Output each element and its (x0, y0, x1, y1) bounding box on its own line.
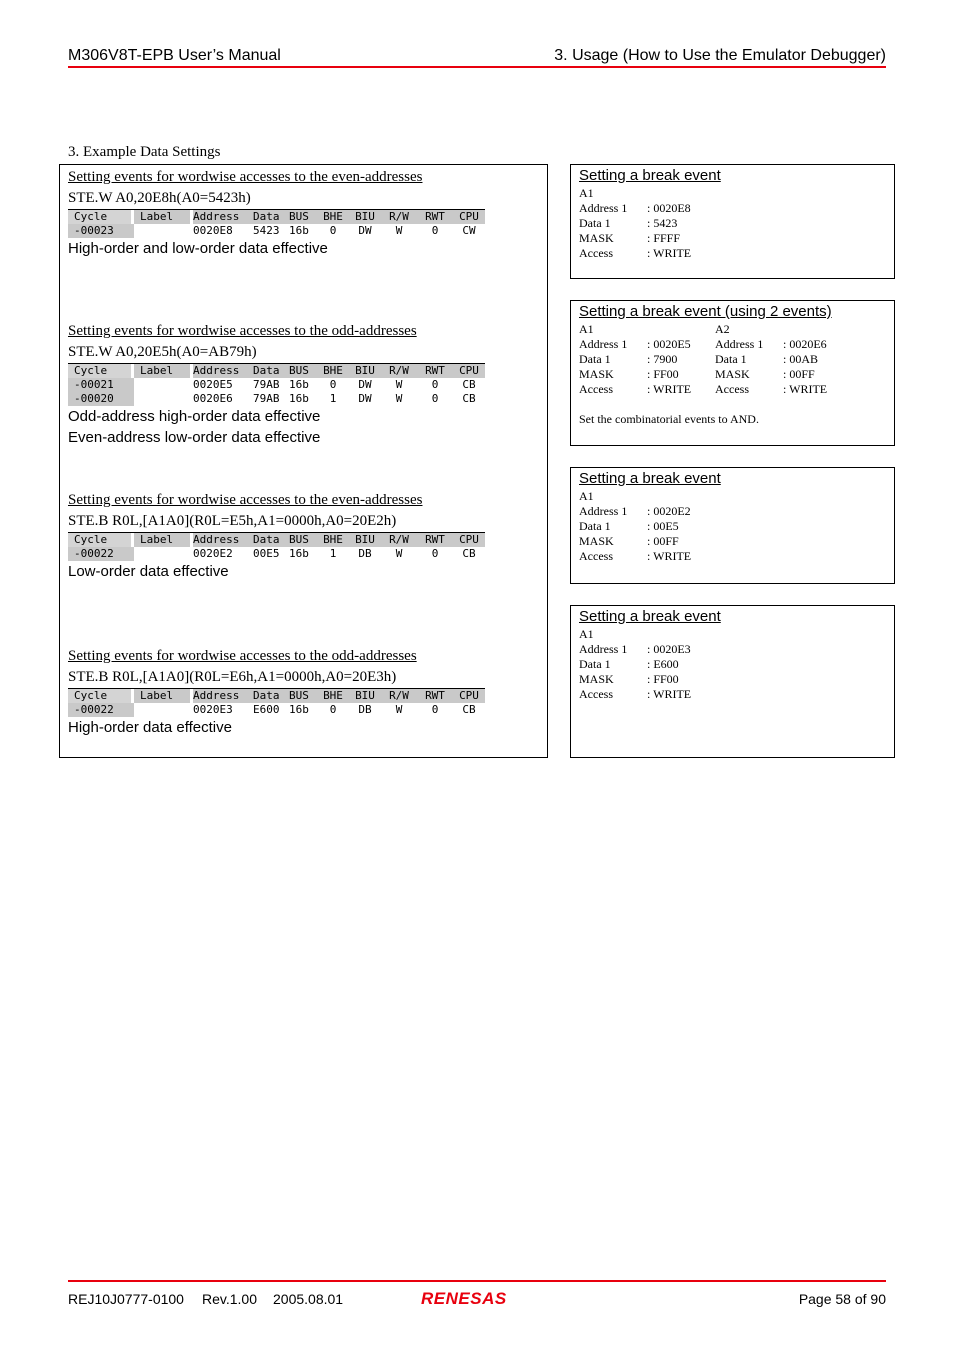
field-label: Access (579, 246, 613, 260)
field-label: Access (579, 549, 613, 563)
break-box-title: Setting a break event (579, 470, 721, 487)
trace-header-cell: Label (134, 533, 193, 547)
event-name: A1 (579, 489, 594, 503)
event-name: A2 (715, 322, 730, 336)
trace-cell-bus: 16b (289, 378, 309, 391)
trace-header-row (68, 533, 485, 547)
event-name: A1 (579, 322, 594, 336)
trace-header-cell: RWT (425, 364, 445, 377)
trace-header-cell: Address (193, 210, 240, 223)
example-note: Odd-address high-order data effective (68, 408, 321, 425)
event-field-row (579, 534, 715, 549)
field-label: Access (715, 382, 749, 396)
example-title: Setting events for wordwise accesses to the even-addresses (68, 492, 423, 508)
trace-cell-bhe: 0 (329, 378, 337, 391)
trace-cell-biu: DW (358, 224, 372, 237)
event-field-row (579, 246, 715, 261)
example-block (68, 167, 485, 259)
trace-cell-cpu: CW (462, 224, 476, 237)
event-field-row (579, 657, 715, 672)
event-name: A1 (579, 627, 594, 641)
header-chapter-title: 3. Usage (How to Use the Emulator Debugger) (554, 47, 886, 64)
trace-header-cell: Cycle (68, 533, 134, 547)
trace-cell-cycle: -00020 (68, 392, 134, 406)
field-label: Address 1 (579, 504, 628, 518)
trace-row (68, 392, 485, 406)
trace-header-cell: Address (193, 533, 240, 546)
trace-table (68, 209, 485, 238)
trace-row (68, 703, 485, 717)
trace-header-cell: RWT (425, 533, 445, 546)
break-event-box (570, 467, 895, 584)
trace-cell-data: 79AB (253, 378, 280, 391)
trace-row (68, 224, 485, 238)
trace-header-cell: Cycle (68, 689, 134, 703)
break-box-body (579, 489, 715, 564)
trace-header-cell: RWT (425, 689, 445, 702)
trace-header-cell: Data (253, 210, 280, 223)
field-label: MASK (579, 367, 614, 381)
field-value: : 0020E8 (647, 201, 691, 215)
break-box-title: Setting a break event (579, 167, 721, 184)
field-label: MASK (715, 367, 750, 381)
trace-cell-cycle: -00022 (68, 547, 134, 561)
field-label: Address 1 (715, 337, 764, 351)
event-name-row (579, 489, 715, 504)
trace-cell-rwt: 0 (431, 392, 439, 405)
field-value: : FF00 (647, 367, 679, 381)
field-label: Address 1 (579, 201, 628, 215)
examples-panel (59, 164, 548, 758)
trace-header-cell: BHE (323, 533, 343, 546)
trace-header-cell: Address (193, 364, 240, 377)
field-value: : E600 (647, 657, 679, 671)
event-name: A1 (579, 186, 594, 200)
field-value: : 0020E3 (647, 642, 691, 656)
event-name-row (579, 186, 715, 201)
trace-header-cell: BIU (355, 533, 375, 546)
trace-header-cell: Data (253, 533, 280, 546)
field-value: : WRITE (647, 382, 692, 396)
trace-cell-rwt: 0 (431, 547, 439, 560)
field-value: : WRITE (647, 246, 692, 260)
trace-header-row (68, 689, 485, 703)
trace-table (68, 532, 485, 561)
trace-cell-label (134, 392, 193, 406)
trace-header-cell: BUS (289, 689, 309, 702)
renesas-logo (421, 1288, 533, 1313)
trace-cell-bhe: 1 (329, 392, 337, 405)
trace-cell-rwt: 0 (431, 224, 439, 237)
field-label: MASK (579, 672, 614, 686)
trace-header-cell: BUS (289, 533, 309, 546)
trace-header-cell: RWT (425, 210, 445, 223)
trace-cell-bus: 16b (289, 392, 309, 405)
field-value: : WRITE (783, 382, 828, 396)
break-event-box (570, 300, 895, 446)
event-field-row (579, 231, 715, 246)
footer-rule (68, 1280, 886, 1282)
break-event-box (570, 164, 895, 279)
field-value: : 5423 (647, 216, 678, 230)
trace-header-cell: CPU (459, 533, 479, 546)
example-note: Low-order data effective (68, 563, 229, 580)
field-label: Data 1 (579, 519, 611, 533)
trace-cell-address: 0020E8 (193, 224, 233, 237)
trace-header-cell: BIU (355, 364, 375, 377)
trace-header-row (68, 364, 485, 378)
field-value: : FFFF (647, 231, 681, 245)
field-label: Data 1 (579, 657, 611, 671)
header-manual-title: M306V8T-EPB User’s Manual (68, 47, 281, 64)
trace-table (68, 688, 485, 717)
section-title: 3. Example Data Settings (68, 144, 221, 160)
trace-header-cell: R/W (389, 210, 409, 223)
trace-cell-rw: W (395, 703, 403, 716)
trace-cell-biu: DB (358, 703, 372, 716)
trace-cell-rwt: 0 (431, 703, 439, 716)
trace-header-row (68, 210, 485, 224)
event-field-row (579, 519, 715, 534)
trace-header-cell: Label (134, 689, 193, 703)
event-field-row (579, 504, 715, 519)
trace-cell-cpu: CB (462, 392, 476, 405)
field-label: Access (579, 382, 613, 396)
break-box-body (579, 322, 851, 427)
trace-cell-biu: DW (358, 392, 372, 405)
trace-cell-bus: 16b (289, 547, 309, 560)
trace-table (68, 363, 485, 406)
trace-header-cell: CPU (459, 210, 479, 223)
field-value: : 00AB (783, 352, 819, 366)
trace-cell-address: 0020E3 (193, 703, 233, 716)
field-value: : 0020E5 (647, 337, 691, 351)
field-value: : 7900 (647, 352, 678, 366)
trace-cell-rw: W (395, 392, 403, 405)
example-title: Setting events for wordwise accesses to the odd-addresses (68, 323, 417, 339)
trace-header-cell: BHE (323, 210, 343, 223)
example-note: High-order and low-order data effective (68, 240, 328, 257)
trace-cell-label (134, 224, 193, 238)
field-label: Data 1 (579, 352, 611, 366)
break-box-note: Set the combinatorial events to AND. (579, 412, 759, 426)
field-value: : 00FF (783, 367, 815, 381)
field-value: : FF00 (647, 672, 679, 686)
trace-header-cell: Address (193, 689, 240, 702)
trace-cell-cpu: CB (462, 703, 476, 716)
trace-header-cell: R/W (389, 364, 409, 377)
trace-row (68, 378, 485, 392)
example-block (68, 490, 485, 582)
example-title: Setting events for wordwise accesses to the even-addresses (68, 169, 423, 185)
trace-cell-address: 0020E5 (193, 378, 233, 391)
trace-cell-data: 5423 (253, 224, 280, 237)
trace-header-cell: Data (253, 364, 280, 377)
field-label: Access (579, 687, 613, 701)
trace-header-cell: Cycle (68, 364, 134, 378)
trace-cell-data: E600 (253, 703, 280, 716)
trace-cell-bhe: 1 (329, 547, 337, 560)
trace-header-cell: Data (253, 689, 280, 702)
trace-header-cell: BHE (323, 364, 343, 377)
trace-header-cell: R/W (389, 689, 409, 702)
trace-header-cell: CPU (459, 364, 479, 377)
trace-cell-bus: 16b (289, 224, 309, 237)
field-value: : 0020E2 (647, 504, 691, 518)
break-box-title: Setting a break event (using 2 events) (579, 303, 832, 320)
event-field-row (579, 549, 715, 564)
example-command: STE.W A0,20E5h(A0=AB79h) (68, 344, 257, 360)
event-field-row (579, 216, 715, 231)
example-block (68, 321, 485, 448)
field-value: : WRITE (647, 687, 692, 701)
field-label: Address 1 (579, 337, 628, 351)
trace-cell-cycle: -00023 (68, 224, 134, 238)
trace-cell-bus: 16b (289, 703, 309, 716)
field-label: MASK (579, 534, 614, 548)
trace-cell-address: 0020E2 (193, 547, 233, 560)
field-label: MASK (579, 231, 614, 245)
trace-header-cell: BIU (355, 210, 375, 223)
event-field-row (579, 352, 851, 367)
example-title: Setting events for wordwise accesses to the odd-addresses (68, 648, 417, 664)
trace-header-cell: BUS (289, 364, 309, 377)
footer-page-number: Page 58 of 90 (798, 1291, 886, 1307)
field-label: Address 1 (579, 642, 628, 656)
trace-header-cell: Label (134, 364, 193, 378)
trace-row (68, 547, 485, 561)
event-field-row (579, 382, 851, 397)
trace-header-cell: BIU (355, 689, 375, 702)
trace-cell-biu: DW (358, 378, 372, 391)
logo-wordmark: RENESAS (421, 1289, 507, 1308)
example-command: STE.B R0L,[A1A0](R0L=E6h,A1=0000h,A0=20E3h) (68, 669, 397, 685)
example-note: Even-address low-order data effective (68, 429, 321, 446)
header-rule (68, 66, 886, 68)
trace-cell-cycle: -00022 (68, 703, 134, 717)
footer-revision: Rev.1.00 (202, 1291, 257, 1307)
trace-cell-data: 79AB (253, 392, 280, 405)
trace-cell-address: 0020E6 (193, 392, 233, 405)
trace-cell-cycle: -00021 (68, 378, 134, 392)
event-field-row (579, 672, 715, 687)
field-value: : 00FF (647, 534, 679, 548)
event-field-row (579, 687, 715, 702)
example-note: High-order data effective (68, 719, 232, 736)
trace-cell-label (134, 378, 193, 392)
break-box-title: Setting a break event (579, 608, 721, 625)
trace-cell-rw: W (395, 378, 403, 391)
event-field-row (579, 642, 715, 657)
event-name-row (579, 322, 851, 337)
event-name-row (579, 627, 715, 642)
event-field-row (579, 367, 851, 382)
trace-cell-cpu: CB (462, 378, 476, 391)
example-command: STE.W A0,20E8h(A0=5423h) (68, 190, 251, 206)
event-field-row (579, 201, 715, 216)
trace-cell-bhe: 0 (329, 703, 337, 716)
field-value: : 0020E6 (783, 337, 827, 351)
trace-header-cell: R/W (389, 533, 409, 546)
break-event-box (570, 605, 895, 758)
trace-cell-rwt: 0 (431, 378, 439, 391)
trace-cell-cpu: CB (462, 547, 476, 560)
footer-doc-id: REJ10J0777-0100 (68, 1291, 184, 1307)
trace-header-cell: Label (134, 210, 193, 224)
example-command: STE.B R0L,[A1A0](R0L=E5h,A1=0000h,A0=20E2h) (68, 513, 397, 529)
trace-cell-biu: DB (358, 547, 372, 560)
break-box-body (579, 186, 715, 261)
trace-cell-rw: W (395, 224, 403, 237)
trace-cell-bhe: 0 (329, 224, 337, 237)
trace-cell-label (134, 703, 193, 717)
field-value: : 00E5 (647, 519, 679, 533)
trace-cell-label (134, 547, 193, 561)
trace-header-cell: BUS (289, 210, 309, 223)
field-label: Data 1 (579, 216, 611, 230)
trace-header-cell: Cycle (68, 210, 134, 224)
trace-cell-rw: W (395, 547, 403, 560)
field-value: : WRITE (647, 549, 692, 563)
trace-header-cell: CPU (459, 689, 479, 702)
field-label: Data 1 (715, 352, 747, 366)
trace-cell-data: 00E5 (253, 547, 280, 560)
break-box-body (579, 627, 715, 702)
example-block (68, 646, 485, 738)
event-field-row (579, 337, 851, 352)
trace-header-cell: BHE (323, 689, 343, 702)
footer-date: 2005.08.01 (273, 1291, 344, 1307)
